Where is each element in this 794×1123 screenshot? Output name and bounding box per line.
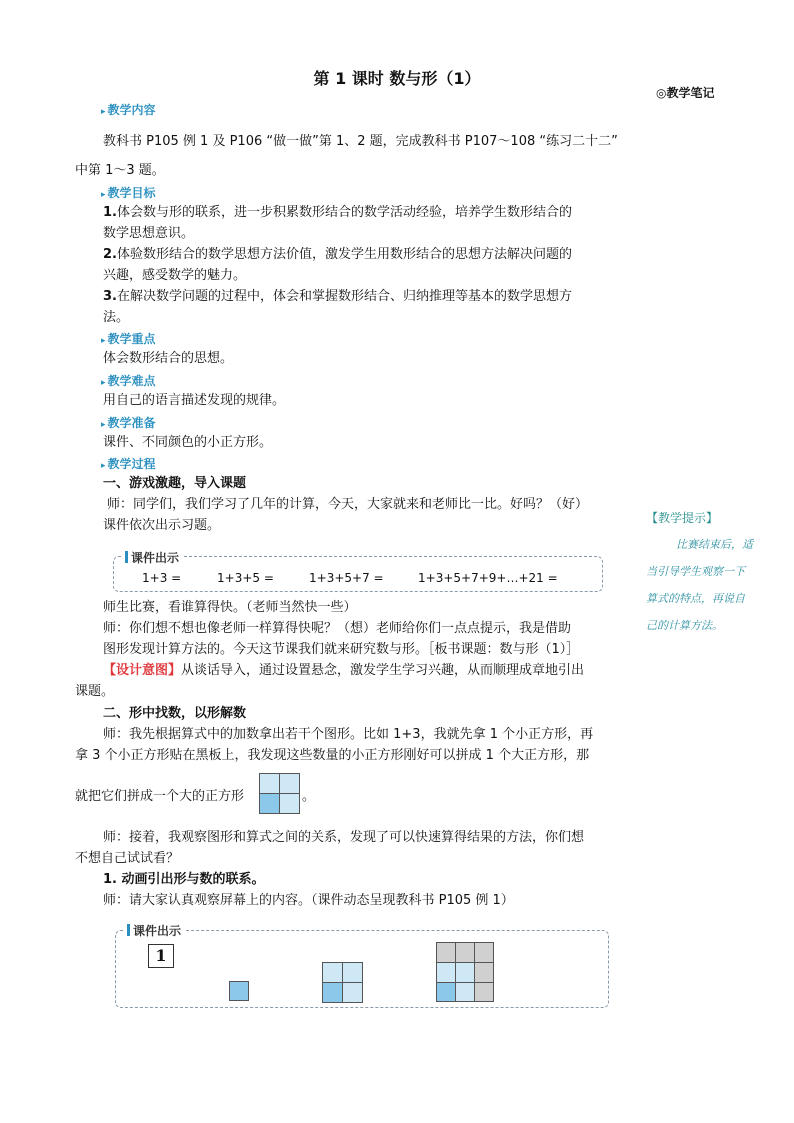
- section-content-heading: ▸ 教学内容: [101, 101, 156, 118]
- prep-text: 课件、不同颜色的小正方形。: [103, 435, 273, 450]
- goal-2b: 兴趣，感受数学的魅力。: [103, 268, 247, 283]
- section-difficulty-heading: ▸ 教学难点: [101, 372, 156, 389]
- goal-2a: [103, 244, 572, 265]
- design-intent-text: 从谈话导入，通过设置悬念，激发学生学习兴趣，从而顺理成章地引出: [181, 663, 585, 678]
- square-cell: [474, 982, 494, 1002]
- goal-1-num: 1.: [103, 205, 117, 220]
- square-cell: [342, 982, 363, 1003]
- courseware-label-1: 课件出示: [121, 549, 183, 566]
- goal-3-text: 在解决数学问题的过程中，体会和掌握数形结合、归纳推理等基本的数学思想方: [116, 289, 572, 304]
- square-cell: [259, 793, 280, 814]
- part2-line-5: 不想自己试试看？: [75, 851, 180, 866]
- number-one-card: 1: [148, 944, 174, 968]
- part1-line-1: 师：同学们，我们学习了几年的计算，今天，大家就来和老师比一比。好吗？（好）: [107, 497, 589, 512]
- square-cell: [279, 773, 300, 794]
- content-line-2: 中第 1～3 题。: [75, 163, 165, 178]
- square-cell: [474, 942, 494, 963]
- square-3x3: [436, 942, 494, 1002]
- square-cell: [279, 793, 300, 814]
- part2-line-2: 拿 3 个小正方形贴在黑板上，我发现这些数量的小正方形刚好可以拼成 1 个大正方形，那: [75, 748, 590, 763]
- part1-line-5: 图形发现计算方法的。今天这节课我们就来研究数与形。［板书课题：数与形（1）］: [103, 642, 580, 657]
- square-2x2: [322, 962, 362, 1002]
- part1-line-2: 课件依次出示习题。: [103, 518, 221, 533]
- square-cell: [322, 982, 343, 1003]
- exercise-2: 1+3+5 =: [217, 571, 274, 585]
- part1-heading: 一、游戏激趣，导入课题: [103, 476, 247, 491]
- part2-heading: 二、形中找数，以形解数: [103, 706, 247, 721]
- design-intent-tag: 【设计意图】: [103, 663, 182, 678]
- square-cell: [436, 962, 456, 983]
- section-key-heading: ▸ 教学重点: [101, 330, 156, 347]
- goal-1-text: 体会数与形的联系，进一步积累数形结合的数学活动经验，培养学生数形结合的: [116, 205, 572, 220]
- part2-line-6: 师：请大家认真观察屏幕上的内容。（课件动态呈现教科书 P105 例 1）: [103, 893, 514, 908]
- goal-1b: 数学思想意识。: [103, 226, 195, 241]
- part2-subheading-1: 1. 动画引出形与数的联系。: [103, 872, 265, 887]
- square-cell: [436, 982, 456, 1002]
- content-line-1: 教科书 P105 例 1 及 P106 “做一做”第 1、2 题，完成教科书 P107～108 “练习二十二”: [103, 134, 618, 149]
- square-1x1: [229, 981, 249, 1001]
- key-text: 体会数形结合的思想。: [103, 351, 234, 366]
- difficulty-text: 用自己的语言描述发现的规律。: [103, 393, 286, 408]
- part1-design-line: [103, 660, 584, 681]
- exercise-3: 1+3+5+7 =: [309, 571, 384, 585]
- goal-1a: [103, 202, 572, 223]
- square-cell: [259, 773, 280, 794]
- part1-line-6: 课题。: [75, 684, 115, 699]
- courseware-label-2: 课件出示: [123, 922, 185, 939]
- section-prep-heading: ▸ 教学准备: [101, 414, 156, 431]
- goal-3a: [103, 286, 572, 307]
- teaching-tip-line-4: 己的计算方法。: [646, 619, 723, 632]
- part2-line-3-end: 。: [302, 789, 316, 804]
- part1-line-3: 师生比赛，看谁算得快。（老师当然快一些）: [103, 600, 357, 615]
- goal-2-text: 体验数形结合的数学思想方法价值，激发学生用数形结合的思想方法解决问题的: [116, 247, 572, 262]
- two-by-two-square-figure: [259, 773, 301, 815]
- part2-line-4: 师：接着，我观察图形和算式之间的关系，发现了可以快速算得结果的方法，你们想: [103, 830, 585, 845]
- part2-line-1: 师：我先根据算式中的加数拿出若干个图形。比如 1+3，我就先拿 1 个小正方形，再: [103, 727, 594, 742]
- page-title: 第 1 课时 数与形（1）: [313, 69, 481, 88]
- section-goals-heading: ▸ 教学目标: [101, 184, 156, 201]
- square-cell: [474, 962, 494, 983]
- square-cell: [455, 962, 475, 983]
- teaching-tip-line-1: 比赛结束后，适: [676, 538, 753, 551]
- square-cell: [455, 942, 475, 963]
- teaching-tip-line-3: 算式的特点，再说自: [646, 592, 745, 605]
- part1-line-4: 师：你们想不想也像老师一样算得快呢？（想）老师给你们一点点提示，我是借助: [103, 621, 572, 636]
- notes-label: ◎教学笔记: [656, 86, 715, 100]
- exercise-1: 1+3 =: [142, 571, 182, 585]
- exercise-4: 1+3+5+7+9+…+21 =: [418, 571, 558, 585]
- teaching-tip-title: 【教学提示】: [646, 511, 719, 525]
- square-cell: [342, 962, 363, 983]
- square-cell: [229, 981, 249, 1001]
- goal-3-num: 3.: [103, 289, 117, 304]
- square-cell: [436, 942, 456, 963]
- square-cell: [322, 962, 343, 983]
- part2-line-3: 就把它们拼成一个大的正方形: [75, 789, 245, 804]
- goal-2-num: 2.: [103, 247, 117, 262]
- teaching-tip-line-2: 当引导学生观察一下: [646, 565, 745, 578]
- goal-3b: 法。: [103, 310, 130, 325]
- square-cell: [455, 982, 475, 1002]
- section-process-heading: ▸ 教学过程: [101, 455, 156, 472]
